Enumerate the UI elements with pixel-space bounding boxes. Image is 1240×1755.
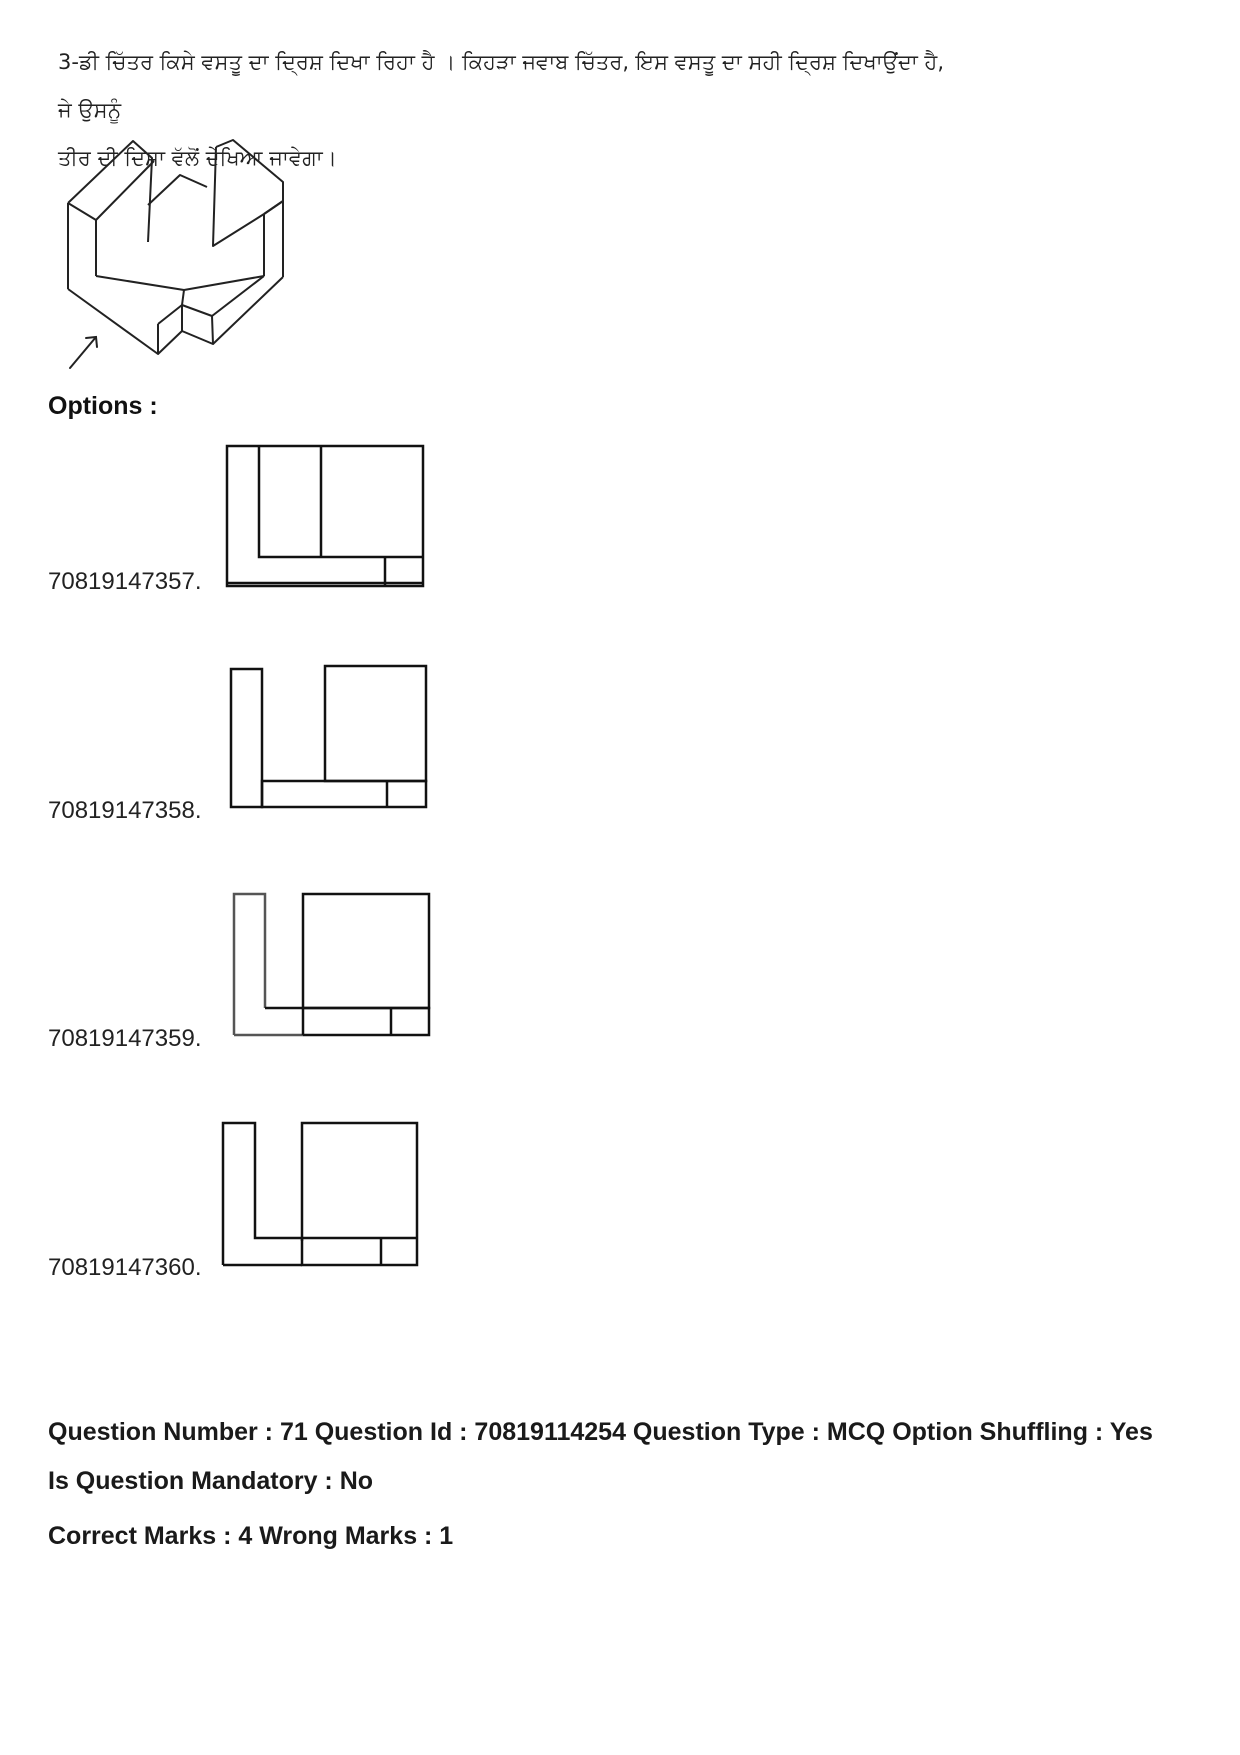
option-id-4: 70819147360. <box>48 1254 202 1281</box>
option-figure-4 <box>220 1118 425 1268</box>
question-meta-line-1: Question Number : 71 Question Id : 70819114254 Question Type : MCQ Option Shuffling : Yes <box>48 1418 1153 1446</box>
question-meta-line-3: Correct Marks : 4 Wrong Marks : 1 <box>48 1522 454 1550</box>
option-id-3: 70819147359. <box>48 1025 202 1052</box>
options-heading: Options : <box>48 392 158 420</box>
question-meta-line-2: Is Question Mandatory : No <box>48 1467 374 1495</box>
option-id-2: 70819147358. <box>48 797 202 824</box>
option-id-1: 70819147357. <box>48 568 202 595</box>
question-line-1: 3-ਡੀ ਚਿੱਤਰ ਕਿਸੇ ਵਸਤੂ ਦਾ ਦ੍ਰਿਸ਼ ਦਿਖਾ ਰਿਹਾ ਹੈ । ਕਿਹੜਾ ਜਵਾਬ ਚਿੱਤਰ, ਇਸ ਵਸਤੂ ਦਾ ਸਹੀ ਦ੍ਰਿਸ਼ ਦਿਖਾਉਂਦਾ ਹੈ, ਜੇ ਉਸਨੂੰ <box>58 50 944 122</box>
isometric-figure <box>60 135 300 375</box>
option-figure-1 <box>225 442 425 592</box>
option-figure-2 <box>228 663 433 813</box>
option-figure-3 <box>230 890 435 1040</box>
question-line-2: ਤੀਰ ਦੀ ਦਿਸ਼ਾ ਵੱਲੋਂ ਦੇਖਿਆ ਜਾਵੇਗਾ। <box>58 146 337 170</box>
